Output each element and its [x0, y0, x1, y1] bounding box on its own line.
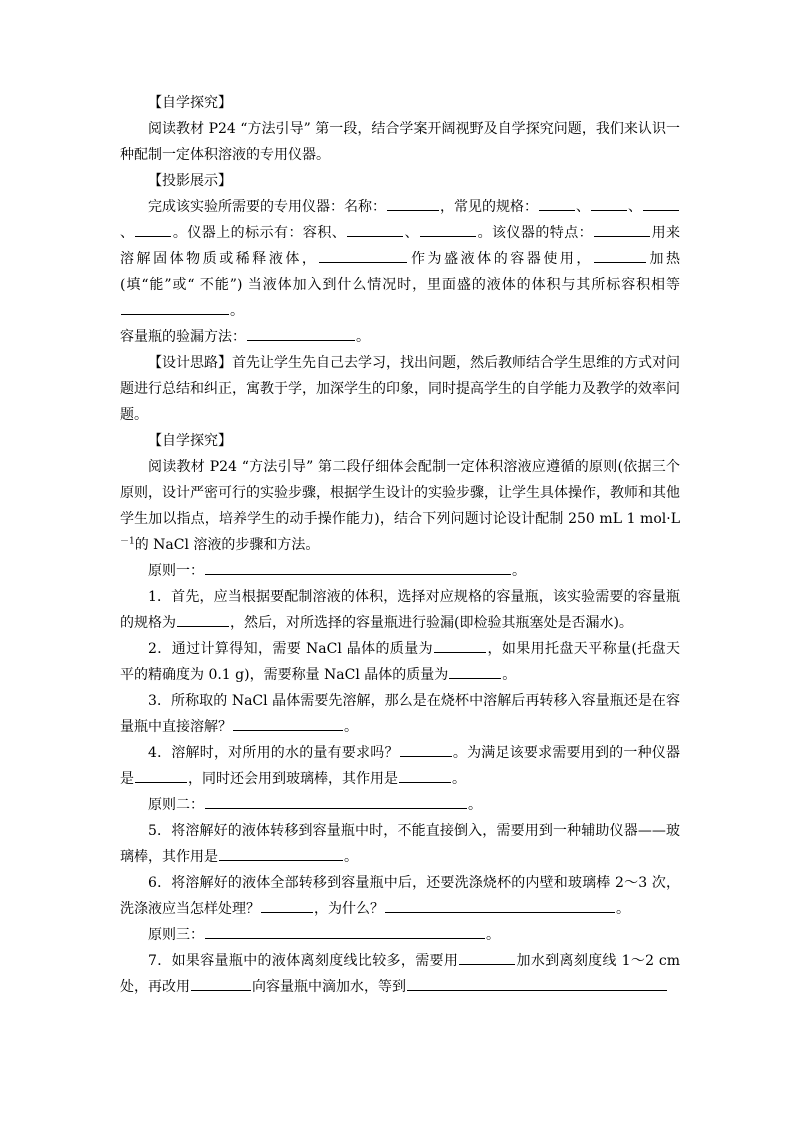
answer-blank[interactable] [219, 859, 343, 861]
principle-two [120, 792, 680, 818]
question-5 [120, 818, 680, 870]
question-3 [120, 688, 680, 740]
text-run: ，常见的规格： [440, 199, 538, 215]
paragraph-projection [120, 194, 680, 324]
section-heading-self-study-2 [120, 428, 680, 454]
paragraph-self-study-1 [120, 116, 680, 168]
text-run: 、 [576, 199, 590, 215]
answer-blank[interactable] [261, 911, 313, 913]
text-run: 。 [452, 771, 466, 787]
text-run: 2．通过计算得知，需要 NaCl 晶体的质量为 [148, 641, 434, 657]
text-run: 4．溶解时，对所用的水的量有要求吗？ [148, 745, 399, 761]
answer-blank[interactable] [449, 677, 501, 679]
answer-blank[interactable] [121, 313, 229, 315]
answer-blank[interactable] [247, 339, 355, 341]
answer-blank[interactable] [135, 235, 171, 237]
heading-text: 【自学探究】 [148, 95, 232, 111]
text-run: 。 [468, 797, 482, 813]
answer-blank[interactable] [205, 807, 467, 809]
heading-text: 【投影展示】 [148, 173, 232, 189]
answer-blank[interactable] [400, 755, 452, 757]
answer-blank[interactable] [539, 209, 575, 211]
text-run: 。 [616, 901, 630, 917]
principle-label: 原则三： [148, 927, 204, 943]
text-run: 用来溶解固体物质或稀释液体， [120, 225, 681, 267]
question-6 [120, 870, 680, 922]
text-run: 。 [344, 719, 358, 735]
text-run: 。 [486, 927, 500, 943]
answer-blank[interactable] [399, 781, 451, 783]
text-run: 、 [628, 199, 642, 215]
text-run: 。为满足该要求需要用到的一种仪器是 [120, 745, 681, 787]
text-run: 3．所称取的 NaCl 晶体需要先溶解，那么是在烧杯中溶解后再转移入容量瓶还是在容量瓶中直接溶解？ [120, 693, 680, 735]
heading-text: 【自学探究】 [148, 433, 232, 449]
answer-blank[interactable] [591, 209, 627, 211]
question-2 [120, 636, 680, 688]
answer-blank[interactable] [643, 209, 679, 211]
answer-blank[interactable] [594, 235, 650, 237]
answer-blank[interactable] [233, 729, 343, 731]
text-run: 。 [230, 303, 244, 319]
text-run: 。 [344, 849, 358, 865]
answer-blank[interactable] [420, 235, 476, 237]
text-run: 加水到离刻度线 1～2 cm 处，再改用 [120, 953, 680, 995]
design-idea-label: 【设计思路】 [148, 355, 232, 371]
answer-blank[interactable] [135, 781, 187, 783]
text-run: 容量瓶的验漏方法： [120, 329, 246, 345]
answer-blank[interactable] [407, 989, 667, 991]
text-run: 7．如果容量瓶中的液体离刻度线比较多，需要用 [148, 953, 459, 969]
document-content [120, 90, 680, 1000]
text-run: 1．首先，应当根据要配制溶液的体积，选择对应规格的容量瓶，该实验需要的容量瓶的规格为 [120, 589, 680, 631]
text-run: 、 [404, 225, 420, 241]
answer-blank[interactable] [191, 989, 251, 991]
question-7 [120, 948, 680, 1000]
principle-one [120, 558, 680, 584]
question-1 [120, 584, 680, 636]
text-run: 。 [512, 563, 526, 579]
superscript: －1 [120, 536, 135, 547]
text-run: ，如果用托盘天平称量(托盘天平的精确度为 0.1 g)，需要称量 NaCl 晶体的质量为 [120, 641, 680, 683]
text-run: 。 [356, 329, 370, 345]
text-run: 6．将溶解好的液体全部转移到容量瓶中后，还要洗涤烧杯的内壁和玻璃棒 2～3 次，洗涤液应当怎样处理？ [120, 875, 680, 917]
paragraph-text: 阅读教材 P24 “方法引导” 第一段，结合学案开阔视野及自学探究问题，我们来认识一种配制一定体积溶液的专用仪器。 [120, 121, 680, 163]
principle-label: 原则一： [148, 563, 204, 579]
answer-blank[interactable] [434, 651, 486, 653]
text-run: 。 [502, 667, 517, 683]
question-4 [120, 740, 680, 792]
answer-blank[interactable] [319, 261, 407, 263]
answer-blank[interactable] [385, 911, 615, 913]
section-heading-projection [120, 168, 680, 194]
text-run: 、 [120, 225, 135, 241]
section-heading-self-study-1 [120, 90, 680, 116]
text-run: 向容量瓶中滴加水，等到 [252, 979, 406, 995]
text-run: 加热(填“能”或“ 不能”) 当液体加入到什么情况时，里面盛的液体的体积与其所标容积相等 [120, 251, 681, 293]
answer-blank[interactable] [387, 209, 439, 211]
answer-blank[interactable] [459, 963, 515, 965]
answer-blank[interactable] [177, 625, 229, 627]
paragraph-leak-test [120, 324, 680, 350]
text-run: ，为什么？ [314, 901, 384, 917]
paragraph-design-idea [120, 350, 680, 428]
paragraph-self-study-2 [120, 454, 680, 558]
text-run: 完成该实验所需要的专用仪器：名称： [148, 199, 386, 215]
principle-label: 原则二： [148, 797, 204, 813]
answer-blank[interactable] [205, 937, 485, 939]
answer-blank[interactable] [205, 573, 511, 575]
text-run: 5．将溶解好的液体转移到容量瓶中时，不能直接倒入，需要用到一种辅助仪器——玻璃棒，其作用是 [120, 823, 680, 865]
text-run: 作为盛液体的容器使用， [408, 251, 593, 267]
text-run: ，同时还会用到玻璃棒，其作用是 [188, 771, 398, 787]
text-run: 的 NaCl 溶液的步骤和方法。 [134, 537, 320, 553]
principle-three [120, 922, 680, 948]
design-idea-text: 首先让学生先自己去学习，找出问题，然后教师结合学生思维的方式对问题进行总结和纠正，寓教于学，加深学生的印象，同时提高学生的自学能力及教学的效率问题。 [120, 355, 680, 423]
answer-blank[interactable] [594, 261, 646, 263]
text-run: 。仪器上的标示有：容积、 [172, 225, 347, 241]
text-run: 。该仪器的特点： [477, 225, 594, 241]
text-run: ，然后，对所选择的容量瓶进行验漏(即检验其瓶塞处是否漏水)。 [230, 615, 633, 631]
text-run: 阅读教材 P24 “方法引导” 第二段仔细体会配制一定体积溶液应遵循的原则(依据三个原则，设计严密可行的实验步骤，根据学生设计的实验步骤，让学生具体操作，教师和其他学生加以指点，培养学生的动手操作能力)，结合下列问题讨论设计配制 250 mL 1 mol·L [120, 459, 680, 527]
answer-blank[interactable] [347, 235, 403, 237]
